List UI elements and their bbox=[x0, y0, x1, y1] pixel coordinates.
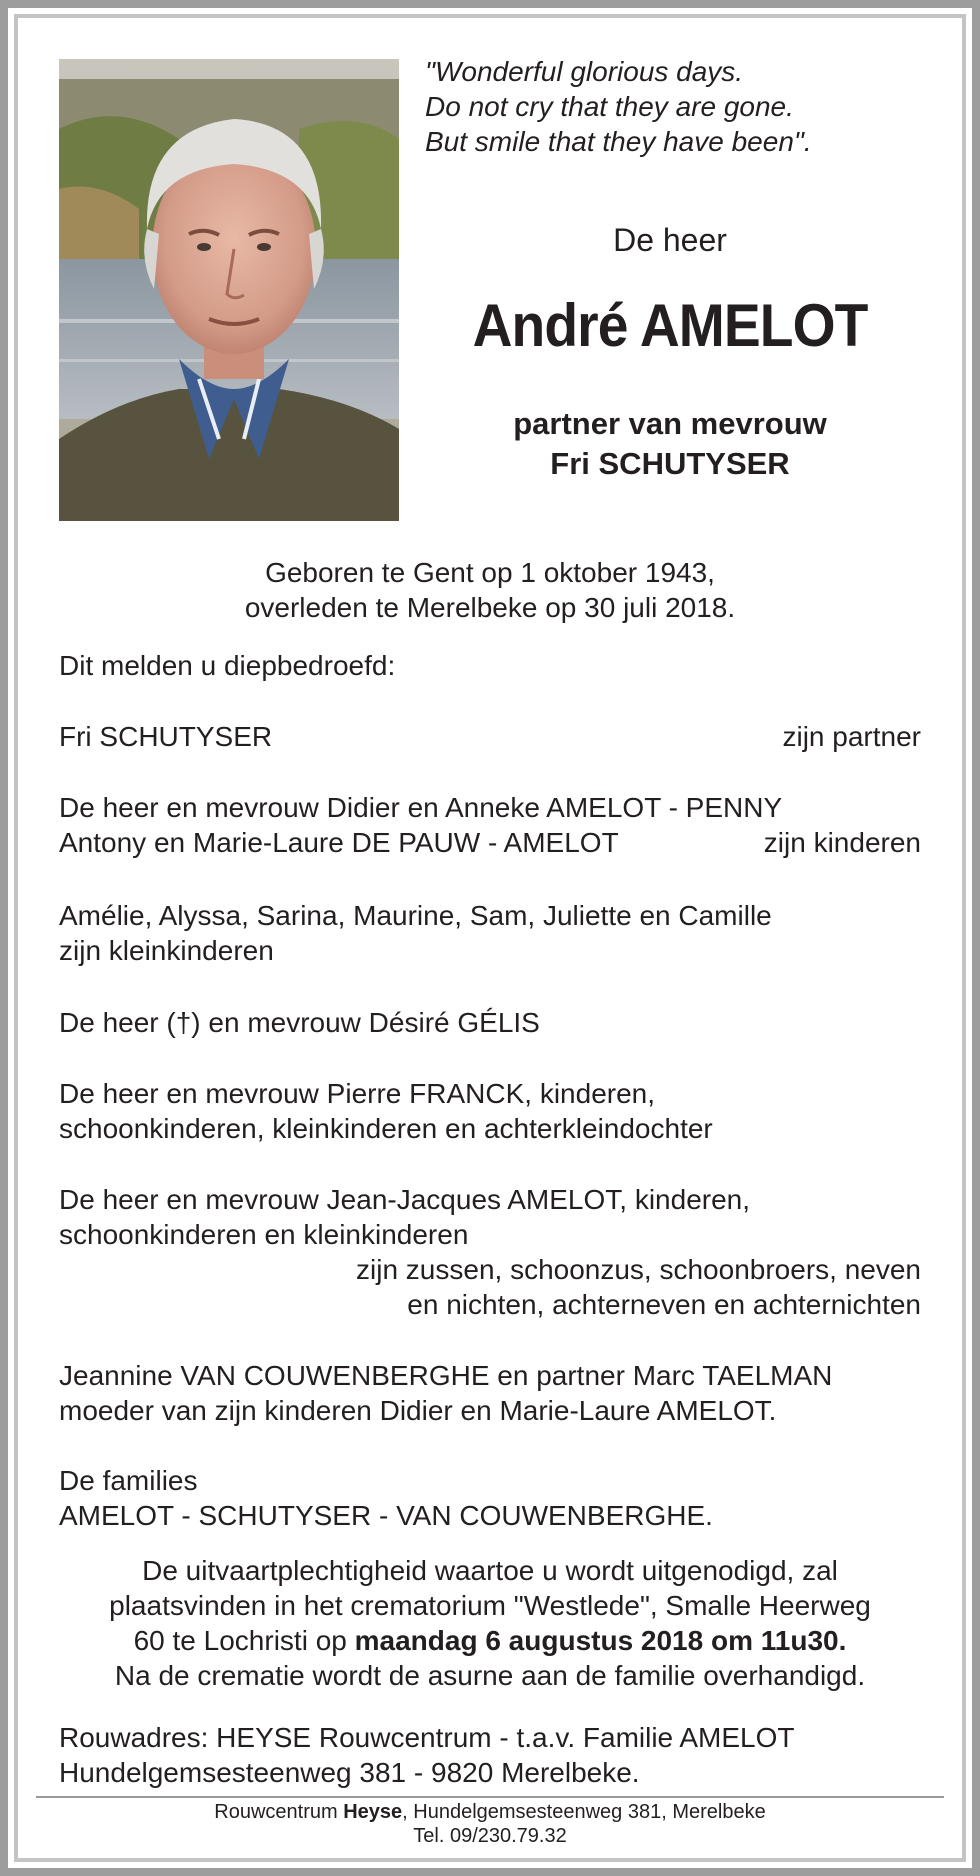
mourner-name: Antony en Marie-Laure DE PAUW - AMELOT bbox=[59, 827, 619, 858]
birth-line: Geboren te Gent op 1 oktober 1943, bbox=[265, 557, 715, 588]
address-line: Hundelgemsesteenweg 381 - 9820 Merelbeke. bbox=[59, 1757, 640, 1788]
partner-of-line: partner van mevrouw bbox=[513, 406, 827, 441]
intro-text bbox=[59, 648, 921, 683]
mourner-name: schoonkinderen en kleinkinderen bbox=[59, 1219, 469, 1250]
relation-label: moeder van zijn kinderen Didier en Marie-Laure AMELOT. bbox=[59, 1395, 777, 1426]
intro-line: Dit melden u diepbedroefd: bbox=[59, 650, 396, 681]
families-names: AMELOT - SCHUTYSER - VAN COUWENBERGHE. bbox=[59, 1500, 713, 1531]
families-label: De families bbox=[59, 1465, 198, 1496]
ceremony-place: 60 te Lochristi op bbox=[133, 1625, 355, 1656]
ceremony-line: De uitvaartplechtigheid waartoe u wordt uitgenodigd, zal bbox=[142, 1555, 838, 1586]
mourner-name: De heer (†) en mevrouw Désiré GÉLIS bbox=[59, 1007, 540, 1038]
mourner-name: Amélie, Alyssa, Sarina, Maurine, Sam, Juliette en Camille bbox=[59, 900, 772, 931]
quote bbox=[425, 54, 945, 159]
families bbox=[59, 1463, 921, 1533]
portrait-photo bbox=[59, 59, 399, 521]
mourner-jean-jacques bbox=[59, 1182, 921, 1322]
relation-label: zijn kinderen bbox=[763, 827, 921, 858]
relation-label: en nichten, achterneven en achternichten bbox=[407, 1289, 921, 1320]
ceremony-info bbox=[60, 1553, 920, 1693]
partner-name: Fri SCHUTYSER bbox=[550, 446, 790, 481]
address-line: Rouwadres: HEYSE Rouwcentrum - t.a.v. Familie AMELOT bbox=[59, 1722, 795, 1753]
quote-line: But smile that they have been". bbox=[425, 126, 812, 157]
mourner-name: Fri SCHUTYSER bbox=[59, 721, 273, 752]
death-line: overleden te Merelbeke op 30 juli 2018. bbox=[244, 592, 736, 623]
mourner-row bbox=[59, 825, 921, 860]
footer-brand: Heyse bbox=[343, 1801, 403, 1823]
partner-of bbox=[400, 404, 940, 484]
relation-label: zijn partner bbox=[782, 721, 921, 752]
mourner-franck bbox=[59, 1076, 921, 1146]
footer-prefix: Rouwcentrum bbox=[214, 1801, 344, 1823]
mourner-grandchildren bbox=[59, 898, 921, 968]
quote-line: "Wonderful glorious days. bbox=[425, 56, 744, 87]
ceremony-line: Na de crematie wordt de asurne aan de familie overhandigd. bbox=[114, 1660, 866, 1691]
mourner-children bbox=[59, 790, 921, 860]
mourner-gelis bbox=[59, 1005, 921, 1040]
relation-label: zijn kleinkinderen bbox=[59, 935, 274, 966]
relation-label: zijn zussen, schoonzus, schoonbroers, neven bbox=[356, 1254, 921, 1285]
birth-death-info bbox=[60, 555, 920, 625]
mourner-partner bbox=[59, 719, 921, 754]
footer-address: , Hundelgemsesteenweg 381, Merelbeke bbox=[402, 1801, 766, 1823]
mourner-name: Jeannine VAN COUWENBERGHE en partner Marc TAELMAN bbox=[59, 1360, 833, 1391]
mourner-mother bbox=[59, 1358, 921, 1428]
mourner-row bbox=[59, 790, 921, 825]
mourning-address bbox=[59, 1720, 921, 1790]
quote-line: Do not cry that they are gone. bbox=[425, 91, 794, 122]
ceremony-date: maandag 6 augustus 2018 om 11u30. bbox=[354, 1625, 847, 1656]
mourner-name: schoonkinderen, kleinkinderen en achterkleindochter bbox=[59, 1113, 713, 1144]
mourner-name: De heer en mevrouw Didier en Anneke AMELOT - PENNY bbox=[59, 792, 783, 823]
footer-funeral-home bbox=[60, 1800, 920, 1824]
ceremony-line: plaatsvinden in het crematorium "Westlede", Smalle Heerweg bbox=[109, 1590, 871, 1621]
deceased-name: André AMELOT bbox=[472, 292, 868, 359]
mourner-name: De heer en mevrouw Pierre FRANCK, kinderen, bbox=[59, 1078, 656, 1109]
mourner-name: De heer en mevrouw Jean-Jacques AMELOT, kinderen, bbox=[59, 1184, 751, 1215]
ceremony-line bbox=[60, 1623, 920, 1658]
salutation: De heer bbox=[613, 222, 727, 258]
portrait-illustration bbox=[59, 59, 399, 521]
mourner-row bbox=[59, 719, 921, 754]
footer-phone: Tel. 09/230.79.32 bbox=[413, 1825, 567, 1847]
footer-divider bbox=[36, 1796, 944, 1798]
